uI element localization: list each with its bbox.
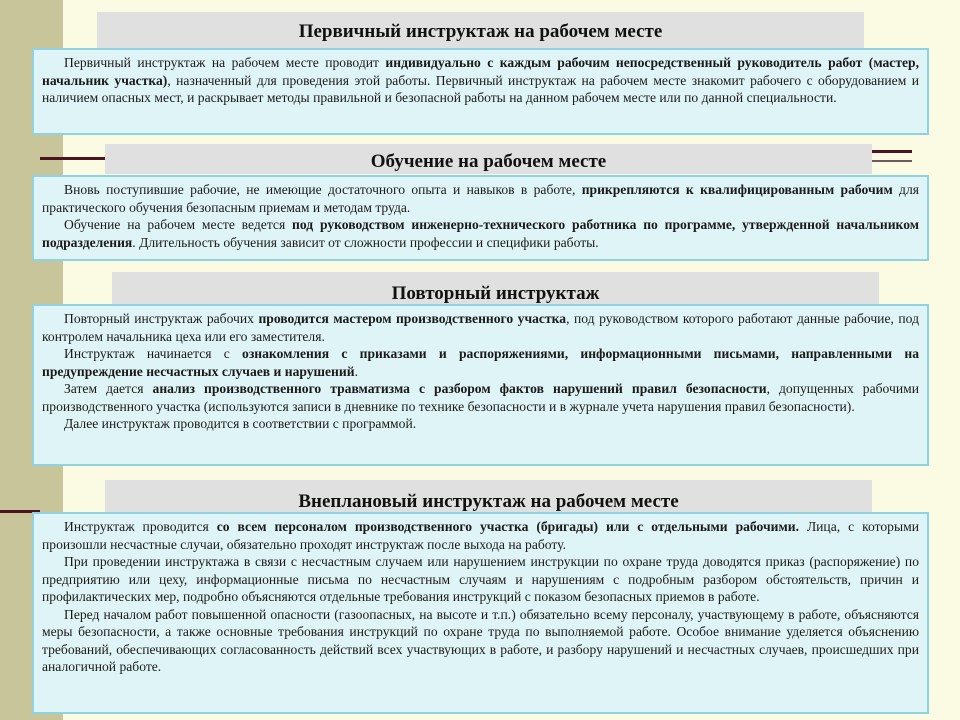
bold-text: прикрепляются к квалифицированным рабочим	[581, 182, 893, 197]
section-paragraph	[42, 216, 919, 251]
text-run: Далее инструктаж проводится в соответствии с программой.	[64, 416, 417, 431]
text-run: . Длительность обучения зависит от сложности профессии и специфики работы.	[132, 234, 599, 250]
text-run: Инструктаж начинается с	[64, 346, 243, 361]
section-title-unscheduled	[105, 480, 872, 514]
section-body-repeat	[32, 304, 929, 466]
bold-text: анализ производственного травматизма с разбором фактов нарушений правил безопасности	[152, 381, 767, 396]
divider-line-3	[872, 160, 912, 162]
section-paragraph	[42, 310, 919, 345]
text-run: Затем дается	[64, 381, 153, 396]
divider-line-2	[872, 150, 912, 153]
bold-text: со всем персоналом производственного участка (бригады) или с отдельными рабочими.	[216, 519, 799, 534]
bold-text: проводится мастером производственного участка	[258, 311, 567, 326]
text-run: Вновь поступившие рабочие, не имеющие достаточного опыта и навыков в работе,	[64, 182, 582, 197]
section-paragraph	[42, 54, 919, 107]
section-paragraph	[42, 181, 919, 216]
text-run: Перед началом работ повышенной опасности (газоопасных, на высоте и т.п.) обязательно всему персоналу, участвующему в работе, объясняются меры безопасности, а также основные требования инструкций по охране труда по выполняемой работе. Особое внимание уделяется объяснению требований, обеспечивающих согласованность действий всех участвующих в работе, и разбору нарушений и несчастных случаев, происшедших при аналогичной работе.	[42, 606, 919, 674]
text-run: Повторный инструктаж рабочих	[64, 311, 259, 326]
section-paragraph	[42, 345, 919, 380]
section-paragraph	[42, 553, 919, 606]
section-title-text: Внеплановый инструктаж на рабочем месте	[298, 491, 679, 512]
text-run: Инструктаж проводится	[64, 519, 217, 534]
section-paragraph	[42, 518, 919, 553]
text-run: для практического обучения безопасным приемам и методам труда.	[42, 182, 919, 215]
section-title-text: Повторный инструктаж	[391, 283, 600, 304]
text-run: , под руководством которого работают данные рабочие, под контролем начальника цеха или его заместителя.	[42, 311, 920, 344]
section-title-primary	[97, 12, 864, 48]
bold-text: под руководством инженерно-технического работника по программе, утвержденной начальником подразделения	[42, 217, 920, 250]
section-title-text: Обучение на рабочем месте	[370, 151, 607, 172]
section-title-training	[105, 144, 872, 174]
text-run: При проведении инструктажа в связи с несчастным случаем или нарушением инструкции по охране труда доводятся приказ (распоряжение) по предприятию или цеху, информационные письма по несчастным случаям и нарушениям с подробным разбором обстоятельств, причин и профилактических мер, подробно объясняются отдельные требования инструкций с показом безопасных приемов в работе.	[42, 554, 919, 604]
text-run: Первичный инструктаж на рабочем месте проводит	[64, 55, 386, 70]
section-paragraph	[42, 415, 919, 433]
section-body-primary	[32, 48, 929, 135]
section-body-training	[32, 175, 929, 261]
text-run: , назначенный для проведения этой работы. Первичный инструктаж на рабочем месте знакомит рабочего с оборудованием и наличием опасных мест, и раскрывает методы правильной и безопасной работы на данном рабочем месте или по данной специальности.	[42, 72, 919, 105]
bold-text: индивидуально с каждым рабочим непосредственный руководитель работ (мастер, начальник участка)	[42, 55, 919, 88]
bold-text: ознакомления с приказами и распоряжениями, информационными письмами, направленными на предупреждение несчастных случаев и нарушений	[42, 346, 919, 379]
divider-line-1	[40, 157, 106, 160]
text-run: , допущенных рабочими производственного участка (используются записи в дневнике по технике безопасности и в журнале учета нарушения правил безопасности).	[42, 381, 919, 414]
section-paragraph	[42, 606, 919, 676]
section-title-text: Первичный инструктаж на рабочем месте	[298, 21, 663, 42]
text-run: Лица, с которыми произошли несчастные случаи, обязательно проходят инструктаж после выхода на работу.	[42, 519, 919, 552]
section-body-unscheduled	[32, 512, 929, 714]
text-run: .	[354, 363, 358, 379]
text-run: Обучение на рабочем месте ведется	[64, 217, 293, 232]
section-paragraph	[42, 380, 919, 415]
section-title-repeat	[112, 272, 879, 305]
